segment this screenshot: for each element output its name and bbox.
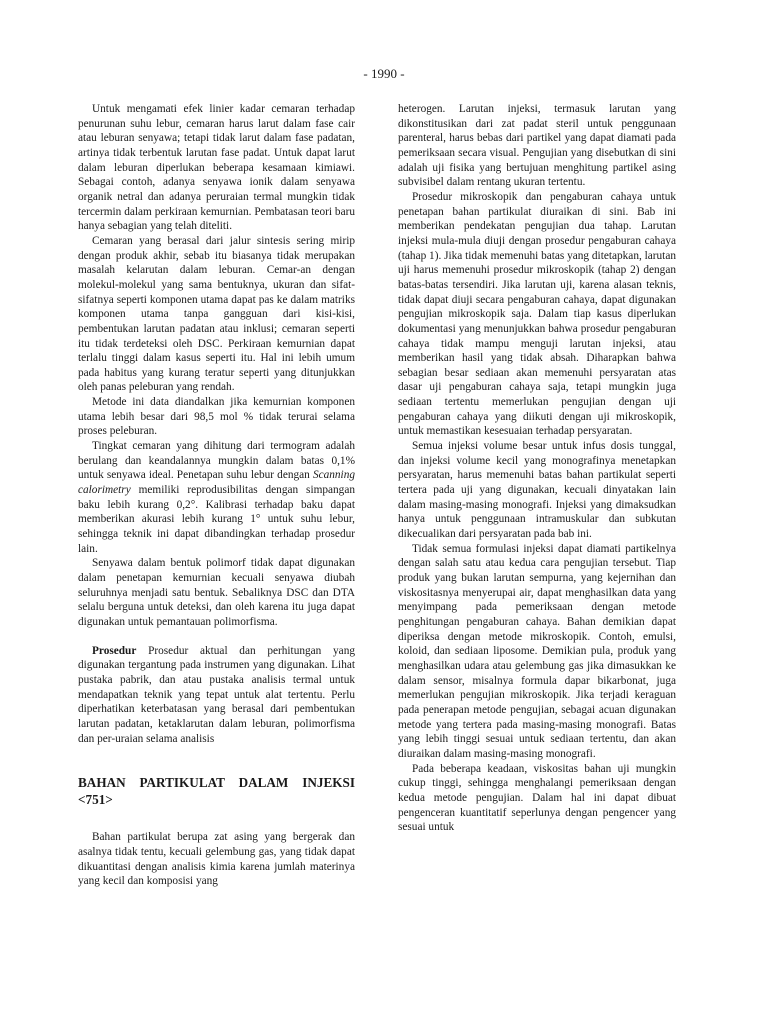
italic-term: Scanning calorimetry [78,469,355,497]
paragraph: Metode ini data diandalkan jika kemurnian komponen utama lebih besar dari 98,5 mol % tidak terurai selama proses peleburan. [78,396,355,438]
left-column [78,102,355,889]
paragraph-text: Prosedur aktual dan perhitungan yang digunakan tergantung pada instrumen yang digunakan. Lihat pustaka pabrik, dan atau pustaka analisis termal untuk mendapatkan teknik yang tepat untuk alat tertentu. Perlu diperhatikan keterbatasan yang berasal dari pembentukan larutan padatan, ketaklarutan dalam leburan, polimorfisma dan per-uraian selama analisis [78,644,355,745]
paragraph: Prosedur mikroskopik dan pengaburan cahaya untuk penetapan bahan partikulat diuraikan di sini. Bab ini memberikan pendekatan pengujian dua tahap. Larutan injeksi mula-mula diuji dengan prosedur pengaburan cahaya (tahap 1). Jika tidak memenuhi batas yang ditetapkan, larutan uji harus memenuhi prosedur mikroskopik (tahap 2) dengan batas-batas tersendiri. Jika larutan uji, karena alasan teknis, tidak dapat diuji secara pengaburan cahaya, dapat digunakan pengujian mikroskopik saja. Dalam tiap kasus diperlukan dokumentasi yang menunjukkan bahwa prosedur pengaburan cahaya tidak mampu menguji larutan injeksi, atau memberikan hasil yang tidak absah. Diharapkan bahwa sebagian besar sediaan akan memenuhi persyaratan atas dasar uji pengaburan cahaya saja, tetapi mungkin juga sediaan tertentu memerlukan pengujian dengan uji pengaburan cahaya yang diikuti dengan uji mikroskopik, untuk memastikan kesesuaian terhadap persyaratan. [398,190,676,438]
paragraph: Pada beberapa keadaan, viskositas bahan uji mungkin cukup tinggi, sehingga menghalangi pemeriksaan dengan kedua metode pengujian. Dalam hal ini dapat dibuat pengenceran kuantitatif seperlunya dengan pengencer yang sesuai untuk [398,762,676,834]
paragraph: Bahan partikulat berupa zat asing yang bergerak dan asalnya tidak tentu, kecuali gelembung gas, yang tidak dapat dikuantitasi dengan analisis kimia karena jumlah materinya yang kecil dan komposisi yang [78,831,355,888]
paragraph [78,439,355,556]
procedure-paragraph [78,644,355,747]
paragraph: Cemaran yang berasal dari jalur sintesis sering mirip dengan produk akhir, sebab itu biasanya tidak merupakan masalah kelarutan dalam leburan. Cemar-an dengan molekul-molekul yang sama bentuknya, ukuran dan sifat-sifatnya seperti komponen utama dapat pas ke dalam matriks komponen utama tanpa gangguan dari kisi-kisi, pembentukan larutan padatan atau inklusi; cemaran seperti itu tidak terdeteksi oleh DSC. Perkiraan kemurnian dapat terlalu tinggi dalam kasus seperti itu. Hal ini lebih umum pada habitus yang kurang teratur seperti yang ditunjukkan oleh panas peleburan yang rendah. [78,234,355,394]
paragraph: heterogen. Larutan injeksi, termasuk larutan yang dikonstitusikan dari zat padat steril untuk penggunaan parenteral, harus bebas dari partikel yang dapat diamati pada pemeriksaan secara visual. Pengujian yang disebutkan di sini adalah uji fisika yang bertujuan menghitung partikel asing subvisibel dalam rentang ukuran tertentu. [398,103,676,189]
run-in-heading: Prosedur [92,644,137,657]
paragraph: Tidak semua formulasi injeksi dapat diamati partikelnya dengan salah satu atau kedua cara pengujian tersebut. Tiap produk yang bukan larutan sempurna, yang kejernihan dan viskositasnya menyerupai air, dapat menghasilkan data yang menyimpang pada pemeriksaan dengan metode penghitungan pengaburan cahaya. Bahan demikian dapat diperiksa dengan metode mikroskopik. Contoh, emulsi, koloid, dan sediaan liposome. Demikian pula, produk yang menghasilkan udara atau gelembung gas jika dimasukkan ke dalam sensor, misalnya formula dapar bikarbonat, juga memerlukan pengujian mikroskopik. Jika terjadi keraguan pada penerapan metode pengujian, sebagai acuan digunakan metode yang tertera pada masing-masing monografi. Batas yang lebih tinggi sesuai untuk sediaan tertentu, dan akan diuraikan dalam masing-masing monografi. [398,542,676,760]
paragraph-text: Tingkat cemaran yang dihitung dari termogram adalah berulang dan keandalannya mungkin dalam batas 0,1% untuk senyawa ideal. Penetapan suhu lebur dengan [78,440,355,482]
page-number: - 1990 - [363,66,405,81]
section-heading: BAHAN PARTIKULAT DALAM INJEKSI <751> [78,775,355,808]
paragraph-text: memiliki reprodusibilitas dengan simpangan baku lebih kurang 0,2°. Kalibrasi terhadap baku dapat memberikan akurasi lebih kurang 1° untuk suhu lebur, sehingga teknik ini dapat dibandingkan terhadap prosedur lain. [78,484,355,555]
paragraph: Untuk mengamati efek linier kadar cemaran terhadap penurunan suhu lebur, cemaran harus larut dalam fase cair atau leburan senyawa; tetapi tidak larut dalam fase padatan, artinya tidak terbentuk larutan fase padat. Untuk dapat larut dalam leburan diperlukan beberapa kesamaan kimiawi. Sebagai contoh, adanya senyawa ionik dalam senyawa organik netral dan adanya peruraian termal mungkin tidak tercermin dalam perkiraan kemurnian. Pembatasan teori baru hanya sebagian yang telah diteliti. [78,103,355,233]
paragraph: Senyawa dalam bentuk polimorf tidak dapat digunakan dalam penetapan kemurnian kecuali senyawa diubah seluruhnya menjadi satu bentuk. Sebaliknya DSC dan DTA selalu berguna untuk deteksi, dan oleh karena itu juga dapat digunakan untuk pemantauan polimorfisma. [78,557,355,628]
paragraph: Semua injeksi volume besar untuk infus dosis tunggal, dan injeksi volume kecil yang monografinya menetapkan persyaratan, harus memenuhi batas bahan partikulat seperti tertera pada uji yang digunakan, kecuali dinyatakan lain dalam masing-masing monografi. Injeksi yang dimaksudkan hanya untuk penggunaan intramuskular dan subkutan dikecualikan dari persyaratan pada bab ini. [398,440,676,541]
right-column [398,102,676,835]
